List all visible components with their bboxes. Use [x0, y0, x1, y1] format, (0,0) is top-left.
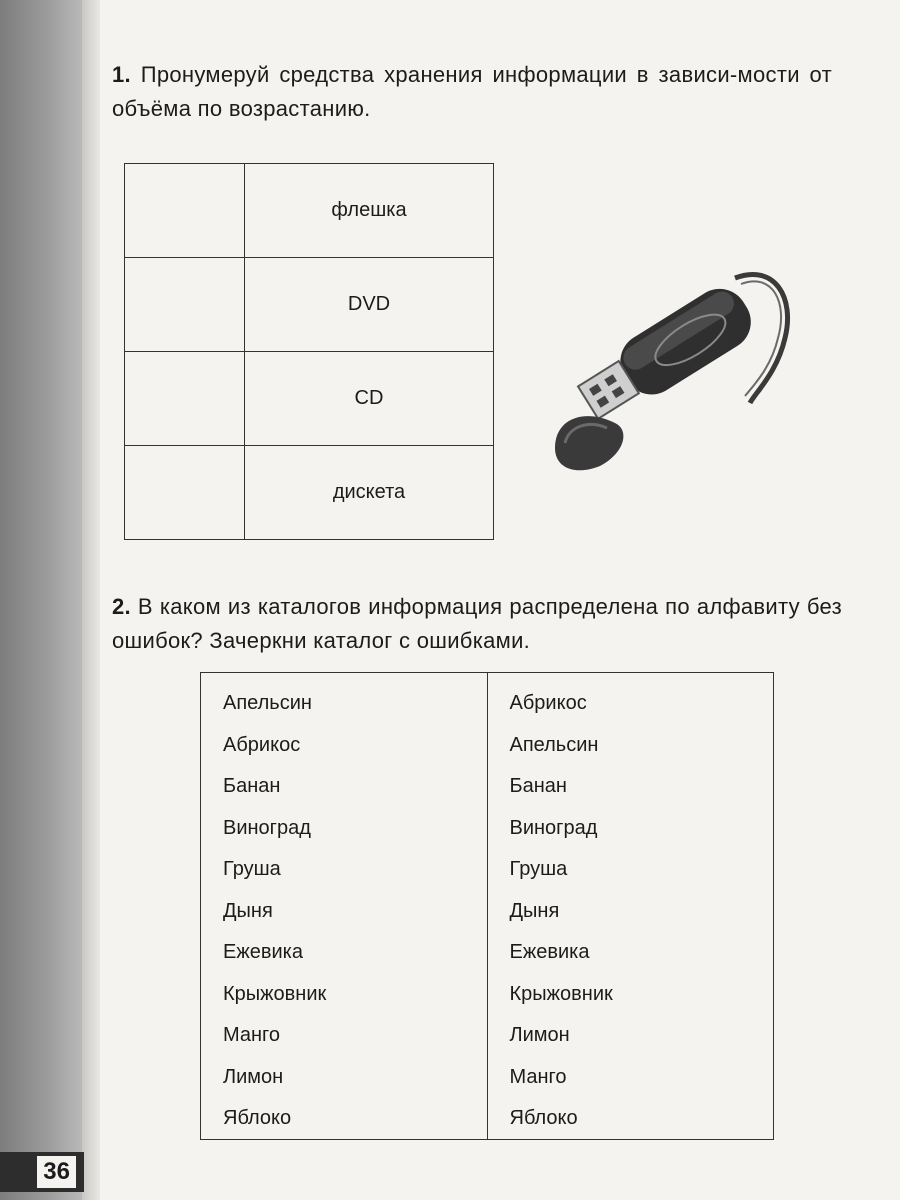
task2-instruction: В каком из каталогов информация распределена по алфавиту без ошибок? Зачеркни каталог с ошибками. — [112, 594, 842, 653]
list-item: Груша — [223, 858, 281, 880]
table-row — [125, 352, 494, 446]
list-item: Апельсин — [223, 692, 312, 714]
list-item: Апельсин — [509, 733, 599, 756]
list-item: Крыжовник — [223, 982, 327, 1005]
number-cell[interactable] — [125, 446, 245, 540]
list-item: Яблоко — [223, 1107, 292, 1129]
catalogs-table — [200, 672, 774, 1140]
page-binding — [82, 0, 100, 1200]
number-cell[interactable] — [125, 164, 245, 258]
task1-instruction: Пронумеруй средства хранения информации в зависи-мости от объёма по возрастанию. — [112, 62, 832, 121]
task1-number: 1. — [112, 62, 131, 87]
table-row — [125, 446, 494, 540]
table-row — [125, 164, 494, 258]
list-item: Яблоко — [509, 1107, 578, 1129]
list-item: Лимон — [509, 1024, 570, 1046]
usb-flash-drive-icon — [545, 258, 825, 488]
list-item: Абрикос — [509, 692, 587, 714]
list-item: Абрикос — [223, 733, 301, 756]
number-cell[interactable] — [125, 258, 245, 352]
catalog-left-list — [223, 683, 487, 1140]
media-name-cell: флешка — [245, 164, 494, 258]
list-item: Крыжовник — [509, 982, 613, 1005]
catalog-right[interactable] — [487, 673, 774, 1139]
list-item: Виноград — [223, 816, 311, 839]
task2-number: 2. — [112, 594, 131, 619]
list-item: Манго — [509, 1065, 567, 1088]
page-number: 36 — [37, 1156, 76, 1188]
media-name-cell: DVD — [245, 258, 494, 352]
list-item: Банан — [223, 775, 281, 797]
number-cell[interactable] — [125, 352, 245, 446]
media-name-cell: CD — [245, 352, 494, 446]
catalog-right-list — [510, 683, 774, 1140]
table-row — [125, 258, 494, 352]
page-number-block — [0, 1152, 84, 1192]
list-item: Ежевика — [509, 941, 590, 963]
task1-text — [112, 58, 832, 126]
list-item: Банан — [509, 775, 567, 797]
media-name-cell: дискета — [245, 446, 494, 540]
list-item: Лимон — [223, 1065, 284, 1088]
list-item: Дыня — [223, 899, 273, 922]
list-item: Ежевика — [223, 941, 303, 963]
list-item: Манго — [223, 1024, 281, 1046]
list-item: Дыня — [509, 899, 560, 922]
list-item: Груша — [509, 858, 568, 880]
storage-media-table — [124, 163, 494, 540]
catalog-left[interactable] — [201, 673, 487, 1139]
task2-text — [112, 590, 842, 658]
list-item: Виноград — [509, 816, 598, 839]
page-left-margin — [0, 0, 82, 1200]
